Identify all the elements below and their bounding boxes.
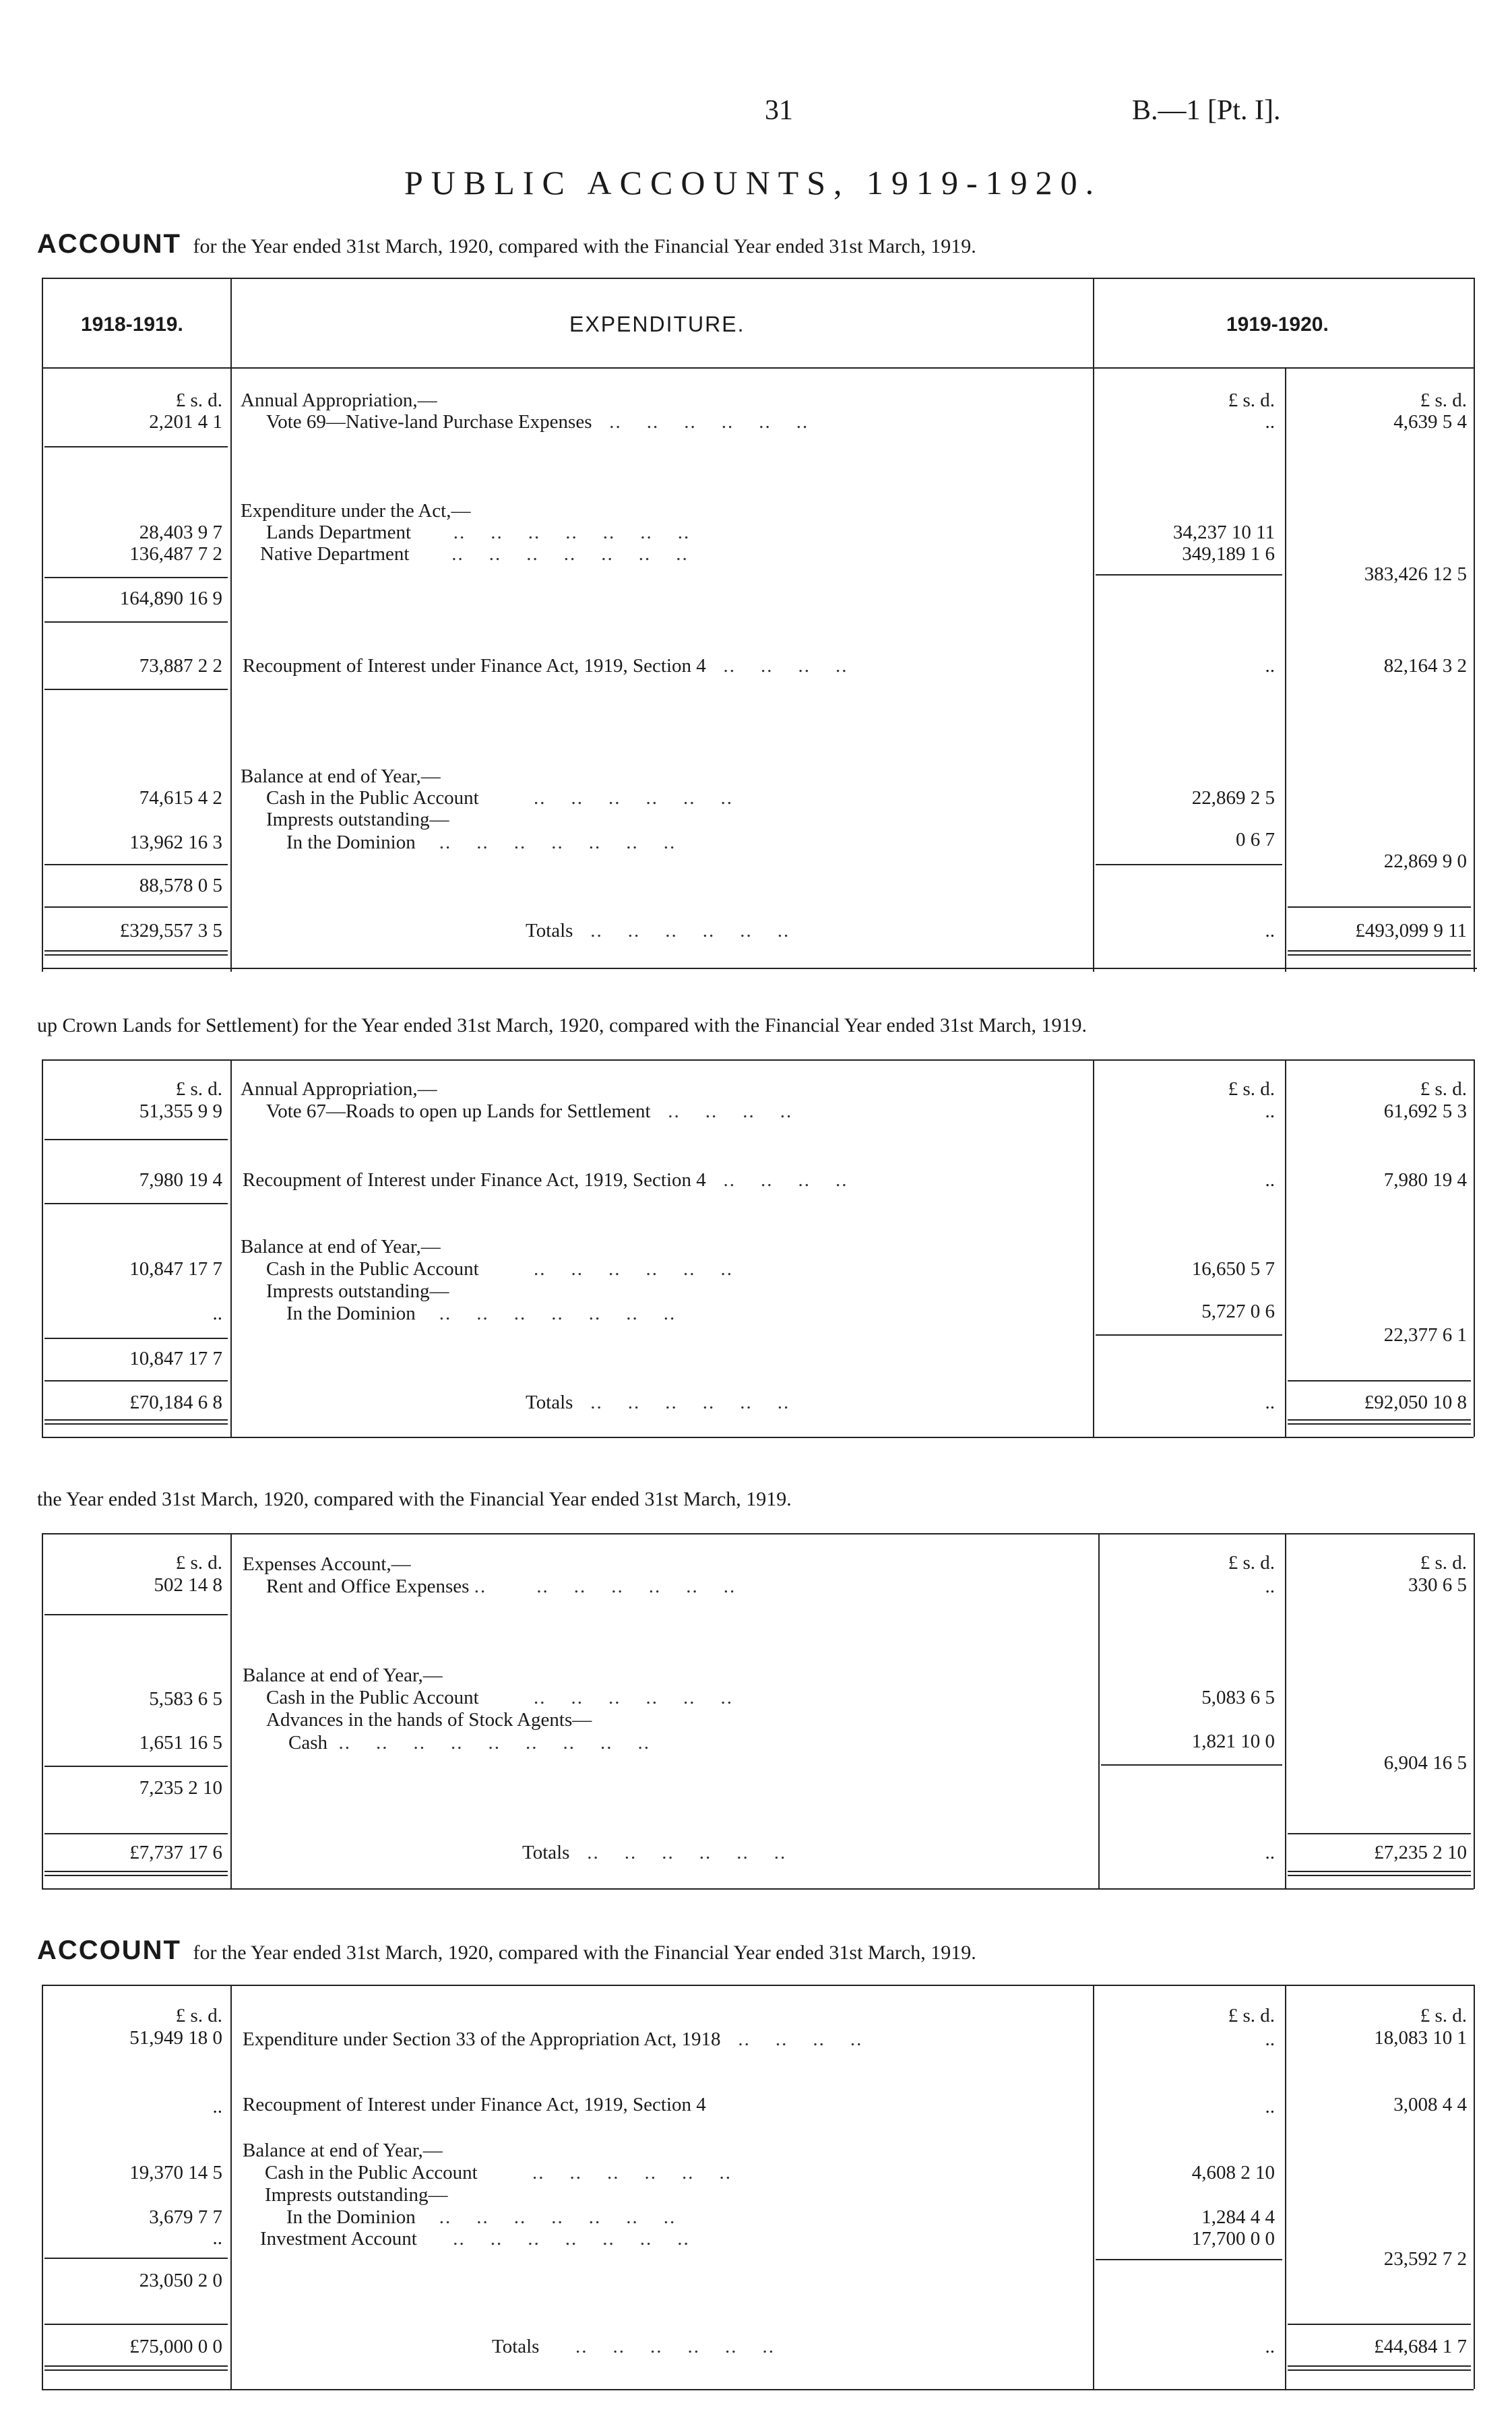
table-row-prev-subtotal: 7,235 2 10	[139, 1777, 222, 1799]
table-row-label: Imprests outstanding—	[266, 1280, 449, 1302]
table-row-prev-value: 502 14 8	[154, 1574, 222, 1596]
totals-total-value: £493,099 9 11	[1355, 920, 1467, 941]
totals-prev-value: £75,000 0 0	[129, 2336, 222, 2357]
table-row-sub-value: 22,869 2 5	[1191, 787, 1275, 809]
currency-head-total: £ s. d.	[1420, 390, 1467, 411]
table-row-label: Cash in the Public Account .. .. .. .. .. ..	[265, 2162, 732, 2183]
table-row-total-value: 22,869 9 0	[1383, 850, 1467, 872]
table-row-label: Expenditure under the Act,—	[241, 500, 471, 522]
section-2-caption-text: up Crown Lands for Settlement) for the Year ended 31st March, 1920, compared with the Financial Year ended 31st March, 1919.	[37, 1014, 1087, 1036]
table-row-label: Advances in the hands of Stock Agents—	[266, 1709, 592, 1731]
table-row-prev-value: 73,887 2 2	[139, 655, 222, 677]
table-row-label: Annual Appropriation,—	[241, 390, 437, 411]
table-row-sub-value: ..	[1265, 1576, 1275, 1597]
table-row-sub-value: 349,189 1 6	[1182, 543, 1275, 565]
column-header-expenditure: EXPENDITURE.	[569, 312, 745, 336]
currency-head-prev: £ s. d.	[175, 390, 222, 411]
table-row-label: Balance at end of Year,—	[241, 1236, 441, 1258]
totals-label: Totals .. .. .. .. .. ..	[492, 2336, 775, 2357]
totals-label: Totals .. .. .. .. .. ..	[526, 920, 790, 941]
table-row-label: Expenses Account,—	[243, 1553, 411, 1575]
totals-sub-value: ..	[1265, 1842, 1275, 1863]
column-header-1918-1919: 1918-1919.	[81, 313, 183, 336]
table-row-label: Recoupment of Interest under Finance Act, 1919, Section 4 .. .. .. ..	[243, 1169, 848, 1191]
totals-prev-value: £7,737 17 6	[129, 1842, 222, 1863]
currency-head-total: £ s. d.	[1420, 1552, 1467, 1574]
table-row-sub-value: ..	[1265, 1169, 1275, 1191]
totals-total-value: £44,684 1 7	[1374, 2336, 1467, 2357]
table-row-total-value: 3,008 4 4	[1393, 2094, 1467, 2115]
table-row-prev-value: 74,615 4 2	[139, 787, 222, 809]
currency-head-sub: £ s. d.	[1228, 390, 1275, 411]
table-row-prev-subtotal: 88,578 0 5	[139, 875, 222, 896]
table-row-prev-value: 19,370 14 5	[129, 2162, 222, 2183]
totals-sub-value: ..	[1265, 920, 1275, 941]
section-1-account-word: ACCOUNT	[37, 229, 181, 259]
table-row-sub-value: ..	[1265, 411, 1275, 433]
section-4-account-word: ACCOUNT	[37, 1935, 181, 1965]
totals-label: Totals .. .. .. .. .. ..	[522, 1842, 787, 1863]
table-row-sub-value: 5,083 6 5	[1201, 1687, 1275, 1708]
currency-head-prev: £ s. d.	[175, 1552, 222, 1574]
table-row-prev-value: 13,962 16 3	[129, 832, 222, 853]
table-row-prev-value: ..	[212, 1303, 222, 1324]
table-row-label: In the Dominion .. .. .. .. .. .. ..	[286, 832, 676, 853]
table-row-label: Rent and Office Expenses .. .. .. .. .. .. ..	[266, 1576, 736, 1597]
totals-total-value: £7,235 2 10	[1374, 1842, 1467, 1863]
currency-head-sub: £ s. d.	[1228, 2005, 1275, 2026]
table-row-sub-value: 1,284 4 4	[1201, 2206, 1275, 2228]
table-row-total-value: 22,377 6 1	[1383, 1324, 1467, 1346]
currency-head-sub: £ s. d.	[1228, 1552, 1275, 1574]
table-row-total-value: 383,426 12 5	[1364, 563, 1467, 585]
currency-head-total: £ s. d.	[1420, 1078, 1467, 1100]
table-row-sub-value: 17,700 0 0	[1191, 2228, 1275, 2250]
table-row-label: Vote 69—Native-land Purchase Expenses .. .. .. .. .. ..	[266, 411, 809, 433]
currency-head-prev: £ s. d.	[175, 1078, 222, 1100]
table-row-sub-value: ..	[1265, 2096, 1275, 2117]
totals-prev-value: £329,557 3 5	[119, 920, 222, 941]
table-row-prev-value: 10,847 17 7	[129, 1258, 222, 1280]
page-title: PUBLIC ACCOUNTS, 1919-1920.	[404, 164, 1102, 201]
table-row-total-value: 330 6 5	[1408, 1574, 1467, 1596]
table-row-total-value: 18,083 10 1	[1374, 2027, 1467, 2049]
section-3-caption	[37, 1488, 792, 1511]
table-row-label: In the Dominion .. .. .. .. .. .. ..	[286, 2206, 676, 2228]
table-row-label: Imprests outstanding—	[265, 2184, 448, 2206]
table-row-prev-value: 7,980 19 4	[139, 1169, 222, 1191]
table-row-prev-value: 136,487 7 2	[129, 543, 222, 565]
section-2-caption	[37, 1014, 1087, 1037]
table-row-total-value: 4,639 5 4	[1393, 411, 1467, 433]
table-row-sub-value: 0 6 7	[1236, 829, 1275, 850]
table-row-prev-value: 51,949 18 0	[129, 2027, 222, 2049]
table-row-label: Vote 67—Roads to open up Lands for Settlement .. .. .. ..	[266, 1100, 793, 1122]
table-row-prev-subtotal: 23,050 2 0	[139, 2270, 222, 2291]
section-3-caption-text: the Year ended 31st March, 1920, compared with the Financial Year ended 31st March, 1919.	[37, 1488, 792, 1510]
table-row-total-value: 7,980 19 4	[1383, 1169, 1467, 1191]
table-row-label: Annual Appropriation,—	[241, 1078, 437, 1100]
table-row-label: Lands Department .. .. .. .. .. .. ..	[266, 522, 691, 543]
table-row-label: Balance at end of Year,—	[243, 2140, 443, 2161]
totals-total-value: £92,050 10 8	[1364, 1392, 1467, 1413]
table-row-total-value: 23,592 7 2	[1383, 2248, 1467, 2270]
table-row-label: Imprests outstanding—	[266, 809, 449, 830]
table-row-label: Cash .. .. .. .. .. .. .. .. ..	[288, 1732, 650, 1754]
section-1-caption-text: for the Year ended 31st March, 1920, compared with the Financial Year ended 31st March, 1919.	[193, 235, 976, 257]
page-number: 31	[765, 95, 793, 126]
table-row-total-value: 82,164 3 2	[1383, 655, 1467, 677]
table-row-sub-value: ..	[1265, 2028, 1275, 2050]
table-row-prev-value: ..	[212, 2227, 222, 2249]
table-row-prev-value: 2,201 4 1	[149, 411, 222, 433]
currency-head-sub: £ s. d.	[1228, 1078, 1275, 1100]
table-row-prev-subtotal: 164,890 16 9	[119, 588, 222, 609]
table-row-prev-value: ..	[212, 2096, 222, 2117]
totals-prev-value: £70,184 6 8	[129, 1392, 222, 1413]
table-row-label: Cash in the Public Account .. .. .. .. .. ..	[266, 787, 733, 809]
table-row-prev-value: 51,355 9 9	[139, 1100, 222, 1122]
table-row-total-value: 61,692 5 3	[1383, 1100, 1467, 1122]
document-reference: B.—1 [Pt. I].	[1132, 95, 1281, 126]
table-row-sub-value: ..	[1265, 1100, 1275, 1122]
table-row-prev-value: 28,403 9 7	[139, 522, 222, 543]
table-row-sub-value: 34,237 10 11	[1172, 522, 1275, 543]
table-row-sub-value: 4,608 2 10	[1191, 2162, 1275, 2183]
table-row-label: Balance at end of Year,—	[241, 766, 441, 787]
totals-sub-value: ..	[1265, 2336, 1275, 2357]
table-row-total-value: 6,904 16 5	[1383, 1752, 1467, 1774]
table-row-label: Recoupment of Interest under Finance Act, 1919, Section 4 .. .. .. ..	[243, 655, 848, 677]
section-4-caption	[37, 1935, 976, 1966]
table-row-sub-value: 1,821 10 0	[1191, 1731, 1275, 1752]
totals-label: Totals .. .. .. .. .. ..	[526, 1392, 790, 1413]
section-1-caption	[37, 229, 976, 259]
table-row-label: Cash in the Public Account .. .. .. .. .. ..	[266, 1258, 733, 1280]
table-row-prev-value: 3,679 7 7	[149, 2206, 222, 2228]
table-row-label: Investment Account .. .. .. .. .. .. ..	[241, 2228, 690, 2250]
table-row-label: Recoupment of Interest under Finance Act, 1919, Section 4	[243, 2094, 706, 2115]
table-row-prev-value: 1,651 16 5	[139, 1732, 222, 1754]
table-row-label: Expenditure under Section 33 of the Appropriation Act, 1918 .. .. .. ..	[243, 2028, 863, 2050]
table-row-label: Balance at end of Year,—	[243, 1665, 443, 1686]
table-row-sub-value: ..	[1265, 655, 1275, 677]
table-row-sub-value: 5,727 0 6	[1201, 1301, 1275, 1322]
section-4-caption-text: for the Year ended 31st March, 1920, compared with the Financial Year ended 31st March, 1919.	[193, 1942, 976, 1964]
currency-head-total: £ s. d.	[1420, 2005, 1467, 2026]
table-row-label: In the Dominion .. .. .. .. .. .. ..	[286, 1303, 676, 1324]
table-row-label: Cash in the Public Account .. .. .. .. .. ..	[266, 1687, 733, 1708]
table-row-sub-value: 16,650 5 7	[1191, 1258, 1275, 1280]
table-row-label: Native Department .. .. .. .. .. .. ..	[241, 543, 689, 565]
table-row-prev-value: 5,583 6 5	[149, 1688, 222, 1710]
table-row-prev-subtotal: 10,847 17 7	[129, 1348, 222, 1369]
column-header-1919-1920: 1919-1920.	[1226, 313, 1329, 336]
totals-sub-value: ..	[1265, 1392, 1275, 1413]
currency-head-prev: £ s. d.	[175, 2005, 222, 2026]
